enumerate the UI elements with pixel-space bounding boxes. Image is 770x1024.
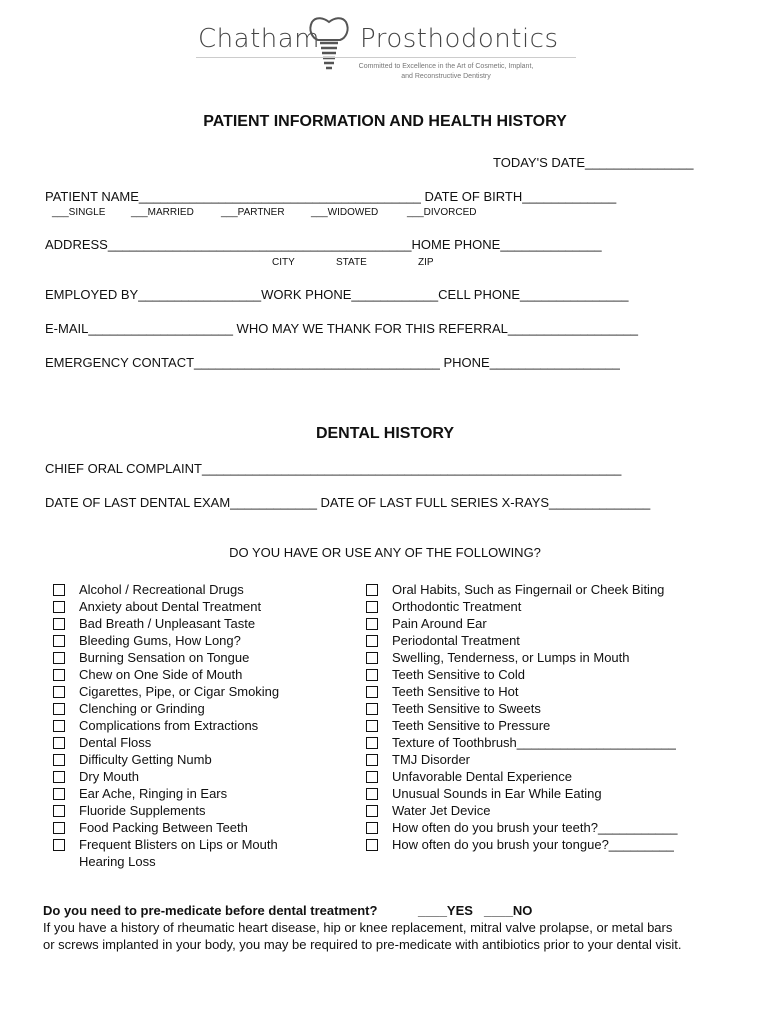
condition-label: Dental Floss	[79, 734, 152, 750]
condition-label: Complications from Extractions	[79, 717, 259, 733]
checkbox[interactable]	[53, 754, 65, 766]
condition-label: Difficulty Getting Numb	[79, 751, 212, 767]
checkbox[interactable]	[53, 771, 65, 783]
premedicate-note-line-2: or screws implanted in your body, you may be required to pre-medicate with antibiotics prior to your dental visit.	[43, 937, 682, 952]
checkbox[interactable]	[366, 584, 378, 596]
checkbox[interactable]	[53, 618, 65, 630]
checkbox[interactable]	[53, 669, 65, 681]
dental-history-heading: DENTAL HISTORY	[315, 425, 455, 442]
checkbox[interactable]	[53, 635, 65, 647]
condition-label: Bleeding Gums, How Long?	[79, 632, 241, 648]
checkbox[interactable]	[366, 601, 378, 613]
practice-tagline: Committed to Excellence in the Art of Cosmetic, Implant, and Reconstructive Dentistry	[358, 63, 534, 80]
checkbox[interactable]	[366, 669, 378, 681]
condition-item[interactable]	[366, 683, 678, 700]
conditions-question: DO YOU HAVE OR USE ANY OF THE FOLLOWING?	[229, 545, 541, 560]
chief-complaint-line[interactable]: CHIEF ORAL COMPLAINT__________________________________________________________	[45, 461, 622, 476]
condition-label: Orthodontic Treatment	[392, 598, 522, 614]
checkbox[interactable]	[366, 822, 378, 834]
checkbox[interactable]	[53, 703, 65, 715]
checkbox[interactable]	[53, 686, 65, 698]
condition-label: Fluoride Supplements	[79, 802, 206, 818]
address-state-label: STATE	[336, 257, 367, 268]
premedicate-yes-option[interactable]: ____YES	[418, 903, 473, 918]
checkbox[interactable]	[53, 805, 65, 817]
address-city-label: CITY	[272, 257, 295, 268]
condition-item[interactable]	[53, 615, 279, 632]
checkbox[interactable]	[366, 635, 378, 647]
condition-item[interactable]	[366, 768, 678, 785]
todays-date-field[interactable]: TODAY'S DATE_______________	[493, 155, 694, 170]
checkbox[interactable]	[53, 601, 65, 613]
checkbox[interactable]	[53, 584, 65, 596]
condition-label: How often do you brush your tongue?_________	[392, 836, 674, 852]
marital-widowed-option[interactable]: ___WIDOWED	[311, 207, 379, 218]
marital-partner-option[interactable]: ___PARTNER	[221, 207, 285, 218]
checkbox[interactable]	[53, 822, 65, 834]
condition-label: Hearing Loss	[79, 853, 156, 869]
condition-item[interactable]	[366, 751, 678, 768]
condition-label: Bad Breath / Unpleasant Taste	[79, 615, 256, 631]
condition-label: Pain Around Ear	[392, 615, 487, 631]
logo-divider	[196, 57, 576, 58]
condition-label: Swelling, Tenderness, or Lumps in Mouth	[392, 649, 630, 665]
condition-item[interactable]	[53, 836, 279, 853]
checkbox[interactable]	[366, 839, 378, 851]
condition-label: Dry Mouth	[79, 768, 139, 784]
condition-label: Anxiety about Dental Treatment	[79, 598, 262, 614]
condition-item[interactable]	[366, 700, 678, 717]
condition-label: TMJ Disorder	[392, 751, 471, 767]
condition-label: How often do you brush your teeth?___________	[392, 819, 678, 835]
condition-label: Alcohol / Recreational Drugs	[79, 581, 244, 597]
practice-name-second: Prosthodontics	[360, 24, 559, 54]
condition-item[interactable]	[366, 836, 678, 853]
condition-item[interactable]	[366, 734, 678, 751]
condition-item[interactable]	[366, 615, 678, 632]
condition-item[interactable]	[366, 802, 678, 819]
condition-label: Teeth Sensitive to Hot	[392, 683, 519, 699]
checkbox[interactable]	[53, 839, 65, 851]
conditions-right-list	[366, 581, 678, 853]
condition-item[interactable]	[53, 683, 279, 700]
checkbox[interactable]	[366, 737, 378, 749]
employment-phones-line[interactable]: EMPLOYED BY_________________WORK PHONE____________CELL PHONE_______________	[45, 287, 629, 302]
checkbox[interactable]	[366, 703, 378, 715]
condition-label: Unusual Sounds in Ear While Eating	[392, 785, 602, 801]
condition-item[interactable]	[53, 734, 279, 751]
form-title: PATIENT INFORMATION AND HEALTH HISTORY	[203, 113, 567, 130]
condition-label: Periodontal Treatment	[392, 632, 520, 648]
checkbox[interactable]	[366, 618, 378, 630]
checkbox[interactable]	[366, 771, 378, 783]
premedicate-note-line-1: If you have a history of rheumatic heart disease, hip or knee replacement, mitral valve prolapse, or metal bars	[43, 920, 673, 935]
last-exam-xray-line[interactable]: DATE OF LAST DENTAL EXAM____________ DATE OF LAST FULL SERIES X-RAYS______________	[45, 495, 651, 510]
condition-label: Teeth Sensitive to Cold	[392, 666, 525, 682]
condition-item[interactable]	[366, 717, 678, 734]
condition-item[interactable]	[366, 819, 678, 836]
condition-item[interactable]	[53, 700, 279, 717]
checkbox[interactable]	[53, 737, 65, 749]
address-home-phone-line[interactable]: ADDRESS__________________________________________HOME PHONE______________	[45, 237, 602, 252]
checkbox[interactable]	[366, 788, 378, 800]
condition-item[interactable]	[53, 598, 279, 615]
tooth-implant-icon	[306, 16, 352, 76]
marital-single-option[interactable]: ___SINGLE	[52, 207, 106, 218]
condition-item[interactable]	[366, 598, 678, 615]
condition-label: Chew on One Side of Mouth	[79, 666, 243, 682]
checkbox[interactable]	[53, 652, 65, 664]
condition-label: Teeth Sensitive to Pressure	[392, 717, 551, 733]
patient-name-dob-line[interactable]: PATIENT NAME_______________________________________ DATE OF BIRTH_____________	[45, 189, 617, 204]
condition-item[interactable]	[53, 632, 279, 649]
condition-item[interactable]	[53, 666, 279, 683]
condition-label: Frequent Blisters on Lips or Mouth	[79, 836, 278, 852]
marital-divorced-option[interactable]: ___DIVORCED	[407, 207, 477, 218]
condition-item[interactable]	[53, 785, 279, 802]
condition-label: Oral Habits, Such as Fingernail or Cheek Biting	[392, 581, 665, 597]
condition-item[interactable]	[53, 751, 279, 768]
premedicate-question: Do you need to pre-medicate before dental treatment?	[43, 903, 378, 918]
condition-item[interactable]	[366, 632, 678, 649]
condition-item[interactable]	[53, 853, 279, 870]
condition-item[interactable]	[53, 649, 279, 666]
condition-item[interactable]	[53, 819, 279, 836]
checkbox[interactable]	[366, 686, 378, 698]
condition-item[interactable]	[53, 717, 279, 734]
emergency-contact-line[interactable]: EMERGENCY CONTACT__________________________________ PHONE__________________	[45, 355, 620, 370]
condition-label: Cigarettes, Pipe, or Cigar Smoking	[79, 683, 280, 699]
checkbox[interactable]	[53, 720, 65, 732]
condition-item[interactable]	[366, 785, 678, 802]
condition-item[interactable]	[366, 666, 678, 683]
practice-name-first: Chatham	[198, 24, 320, 54]
address-zip-label: ZIP	[418, 257, 434, 268]
condition-label: Teeth Sensitive to Sweets	[392, 700, 541, 716]
condition-item[interactable]	[366, 581, 678, 598]
email-referral-line[interactable]: E-MAIL____________________ WHO MAY WE THANK FOR THIS REFERRAL__________________	[45, 321, 639, 336]
checkbox[interactable]	[366, 720, 378, 732]
condition-label: Food Packing Between Teeth	[79, 819, 248, 835]
checkbox[interactable]	[366, 805, 378, 817]
premedicate-no-option[interactable]: ____NO	[484, 903, 533, 918]
condition-item[interactable]	[53, 581, 279, 598]
condition-label: Water Jet Device	[392, 802, 491, 818]
condition-label: Clenching or Grinding	[79, 700, 205, 716]
condition-item[interactable]	[366, 649, 678, 666]
checkbox[interactable]	[366, 652, 378, 664]
condition-label: Texture of Toothbrush______________________	[392, 734, 676, 750]
condition-item[interactable]	[53, 768, 279, 785]
checkbox[interactable]	[53, 788, 65, 800]
condition-item[interactable]	[53, 802, 279, 819]
checkbox[interactable]	[366, 754, 378, 766]
condition-label: Ear Ache, Ringing in Ears	[79, 785, 228, 801]
condition-label: Burning Sensation on Tongue	[79, 649, 250, 665]
conditions-left-list	[53, 581, 279, 870]
condition-label: Unfavorable Dental Experience	[392, 768, 572, 784]
marital-married-option[interactable]: ___MARRIED	[131, 207, 194, 218]
